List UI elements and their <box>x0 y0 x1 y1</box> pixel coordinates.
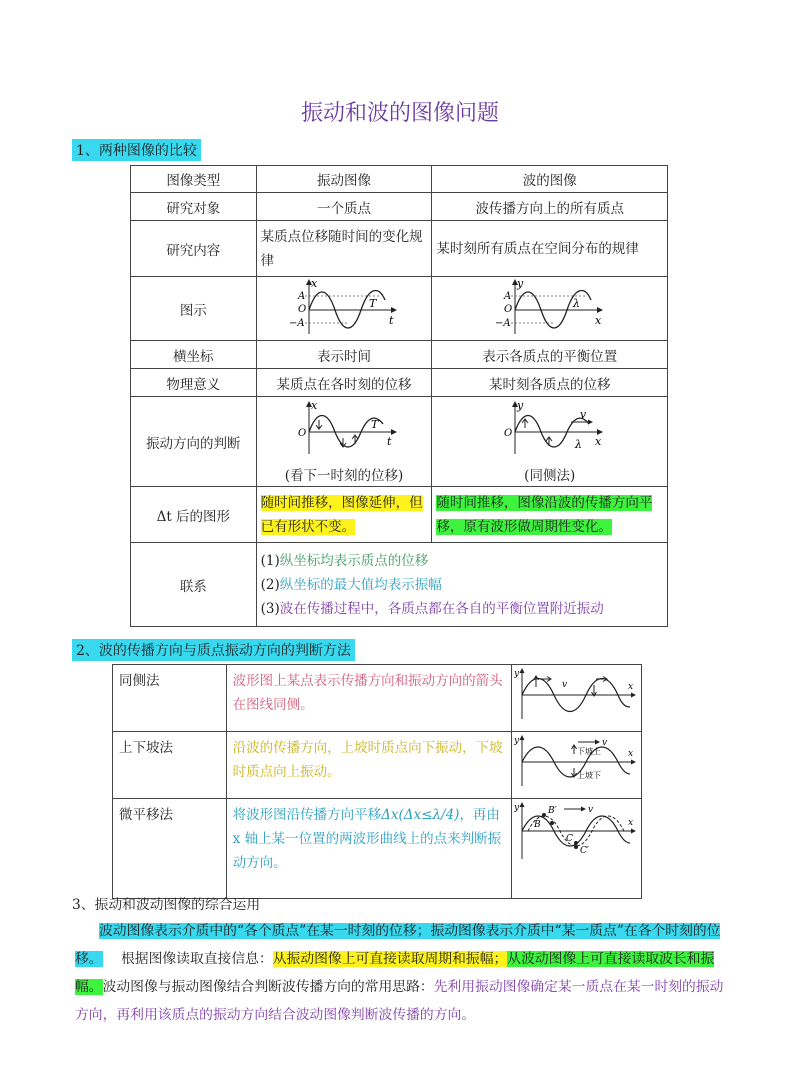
wave-delta-cell <box>432 487 668 543</box>
wavelength-label: λ <box>574 437 582 451</box>
link-prefix: (3) <box>260 600 280 617</box>
t-axis-label: t <box>389 313 394 327</box>
comparison-table <box>130 165 668 627</box>
wave-cell: 某时刻各质点的位移 <box>432 369 668 397</box>
link-text: 纵坐标的最大值均表示振幅 <box>279 576 442 593</box>
vib-direction-caption: (看下一时刻的位移) <box>284 467 404 484</box>
x-axis-label: x <box>627 682 634 692</box>
row-label: 物理意义 <box>131 369 257 397</box>
method-diagram-cell <box>511 799 641 899</box>
row-label: Δt 后的图形 <box>131 487 257 543</box>
vib-cell: 某质点位移随时间的变化规律 <box>256 221 432 277</box>
link-item <box>261 573 663 597</box>
velocity-label: v <box>561 680 568 690</box>
link-item <box>261 597 663 621</box>
shift-text-before: 将波形图沿传播方向平移 <box>232 807 382 823</box>
wave-graph <box>495 278 605 336</box>
neg-amplitude-label: −A <box>494 317 511 329</box>
row-label: 图示 <box>131 277 257 341</box>
wave-direction-graph <box>495 400 605 456</box>
y-axis-label: y <box>513 736 520 746</box>
shift-formula: Δx(Δx≤λ/4) <box>381 807 460 823</box>
origin-label: O <box>298 303 307 315</box>
table-row <box>131 543 668 627</box>
para-part-5: 从波动图像上可直接读取波长和振幅。 <box>75 951 715 995</box>
shift-text-after: ，再由 x 轴上某一位置的两波形曲线上的点来判断振动方向。 <box>232 807 502 871</box>
period-label: T <box>371 417 379 431</box>
x-axis-label: x <box>594 313 601 327</box>
row-label: 联系 <box>131 543 257 627</box>
vibration-graph <box>289 278 399 336</box>
link-item <box>261 549 663 573</box>
velocity-label: v <box>579 407 586 421</box>
para-part-2: 振动图像表示介质中“某一质点”在各个时刻的位移。 <box>75 923 721 967</box>
method-table <box>112 664 642 899</box>
wave-direction-cell <box>432 397 668 487</box>
uphill-down-label: 上坡下 <box>576 771 601 780</box>
page-title: 振动和波的图像问题 <box>300 101 499 126</box>
table-row <box>131 487 668 543</box>
period-label: T <box>369 296 377 310</box>
y-axis-label: y <box>516 277 523 290</box>
method-text: 沿波的传播方向，上坡时质点向下振动，下坡时质点向上振动。 <box>226 732 511 799</box>
slope-graph <box>514 734 638 788</box>
origin-label: O <box>503 303 512 315</box>
velocity-label: v <box>601 738 608 748</box>
point-b-prime-label: B′ <box>547 806 557 816</box>
method-text: 波形图上某点表示传播方向和振动方向的箭头在图线同侧。 <box>226 665 511 732</box>
wave-diagram-cell <box>432 277 668 341</box>
row-label: 研究对象 <box>131 193 257 221</box>
section3-paragraph <box>75 917 735 1029</box>
table-row <box>113 732 642 799</box>
x-axis-label: x <box>311 399 318 412</box>
method-name: 上下坡法 <box>113 732 227 799</box>
row-label: 振动方向的判断 <box>131 397 257 487</box>
point-c-prime-label: C′ <box>579 846 589 856</box>
shift-graph <box>514 801 638 861</box>
y-axis-label: y <box>513 669 520 679</box>
row-label: 横坐标 <box>131 341 257 369</box>
method-name: 微平移法 <box>113 799 227 899</box>
origin-label: O <box>503 427 512 439</box>
wave-delta-text: 随时间推移，图像沿波的传播方向平移，原有波形做周期性变化。 <box>436 494 653 535</box>
link-cell <box>256 543 667 627</box>
para-part-7: 先利用振动图像确定某一质点在某一时刻的振动方向，再利用该质点的振动方向结合波动图像判断波传播的方向。 <box>75 979 724 1023</box>
vib-direction-cell <box>256 397 432 487</box>
method-name: 同侧法 <box>113 665 227 732</box>
point-b-label: B <box>533 820 541 830</box>
link-prefix: (2) <box>260 576 280 593</box>
x-axis-label: x <box>627 818 634 828</box>
wave-cell: 表示各质点的平衡位置 <box>432 341 668 369</box>
link-text: 纵坐标均表示质点的位移 <box>279 552 429 569</box>
wave-cell: 某时刻所有质点在空间分布的规律 <box>432 221 668 277</box>
origin-label: O <box>298 427 307 439</box>
para-part-1: 波动图像表示介质中的“各个质点”在某一时刻的位移； <box>99 923 431 939</box>
wave-cell: 波传播方向上的所有质点 <box>432 193 668 221</box>
neg-amplitude-label: −A <box>289 317 305 329</box>
table-row <box>131 277 668 341</box>
downhill-up-label: 下坡上 <box>576 747 601 756</box>
link-prefix: (1) <box>260 552 280 569</box>
header-cell: 波的图像 <box>432 166 668 193</box>
velocity-label: v <box>587 805 594 815</box>
para-part-4: 从振动图像上可直接读取周期和振幅； <box>272 951 508 967</box>
vib-cell: 一个质点 <box>256 193 432 221</box>
method-text <box>226 799 511 899</box>
x-axis-label: x <box>594 434 601 448</box>
vib-delta-cell <box>256 487 432 543</box>
table-row <box>113 799 642 899</box>
para-part-6: 波动图像与振动图像结合判断波传播方向的常用思路： <box>102 979 434 995</box>
table-row <box>131 397 668 487</box>
para-part-3: 根据图像读取直接信息： <box>120 951 273 967</box>
method-diagram-cell <box>511 665 641 732</box>
y-axis-label: y <box>516 399 523 412</box>
vibration-direction-graph <box>289 400 399 456</box>
vib-cell: 某质点在各时刻的位移 <box>256 369 432 397</box>
header-cell: 振动图像 <box>256 166 432 193</box>
table-row <box>113 665 642 732</box>
section2-heading: 2、波的传播方向与质点振动方向的判断方法 <box>72 639 355 661</box>
section3-heading: 3、振动和波动图像的综合运用 <box>72 897 261 913</box>
header-cell: 图像类型 <box>131 166 257 193</box>
vib-delta-text: 随时间推移，图像延伸，但已有形状不变。 <box>260 494 423 535</box>
wave-direction-caption: (同侧法) <box>524 467 576 484</box>
vib-diagram-cell <box>256 277 432 341</box>
method-diagram-cell <box>511 732 641 799</box>
x-axis-label: x <box>627 749 634 759</box>
vib-cell: 表示时间 <box>256 341 432 369</box>
row-label: 研究内容 <box>131 221 257 277</box>
table-row <box>131 193 668 221</box>
table-header-row <box>131 166 668 193</box>
x-axis-label: x <box>311 277 318 290</box>
amplitude-label: A <box>503 290 511 302</box>
y-axis-label: y <box>513 803 520 813</box>
amplitude-label: A <box>298 290 306 302</box>
table-row <box>131 221 668 277</box>
table-row <box>131 341 668 369</box>
table-row <box>131 369 668 397</box>
section1-heading: 1、两种图像的比较 <box>72 139 201 161</box>
link-text: 波在传播过程中，各质点都在各自的平衡位置附近振动 <box>279 600 604 617</box>
wavelength-label: λ <box>572 296 580 310</box>
t-axis-label: t <box>387 434 392 448</box>
same-side-graph <box>514 667 638 721</box>
point-c-label: C <box>565 834 573 844</box>
